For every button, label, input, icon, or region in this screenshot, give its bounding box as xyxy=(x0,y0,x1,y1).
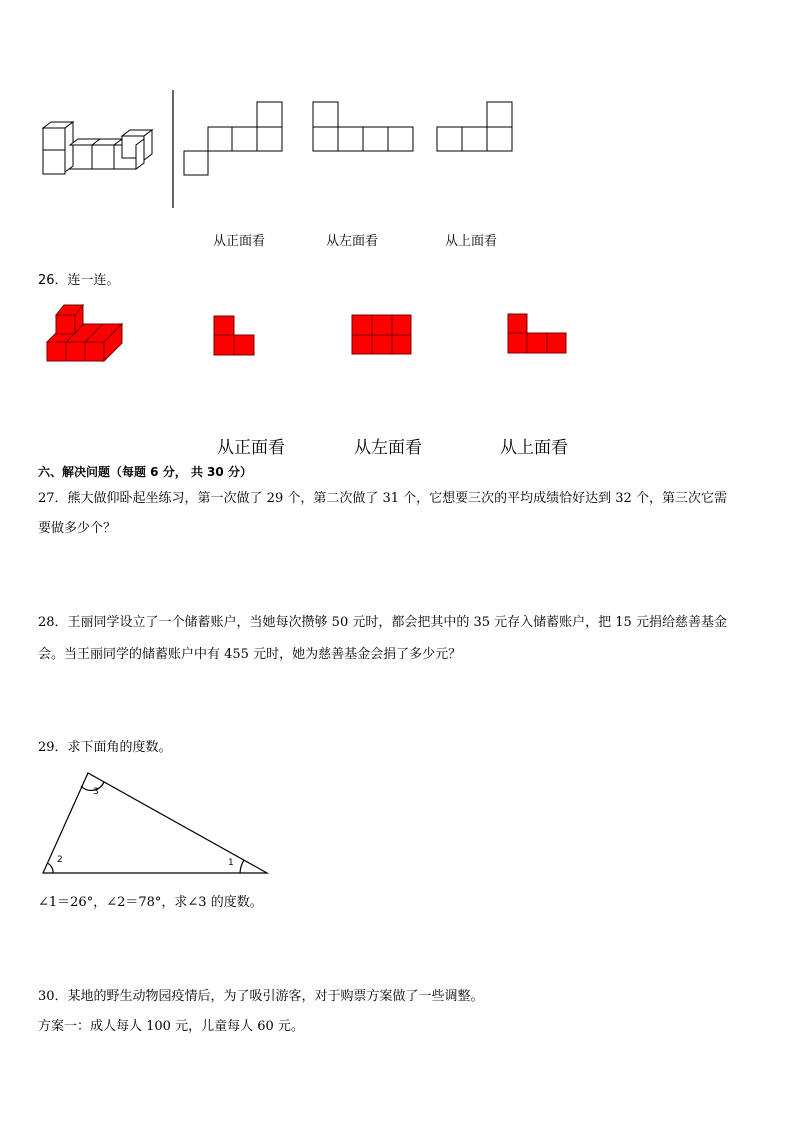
angle-1-label: 1 xyxy=(228,858,234,868)
q30-line1: 30．某地的野生动物园疫情后，为了吸引游客，对于购票方案做了一些调整。 xyxy=(38,989,484,1004)
q30-line2: 方案一：成人每人 100 元，儿童每人 60 元。 xyxy=(38,1019,304,1034)
q28-line2: 会。当王丽同学的储蓄账户中有 455 元时，她为慈善基金会捐了多少元？ xyxy=(38,647,462,662)
q25-left-view-label: 从左面看 xyxy=(326,234,379,249)
angle-3-label: 3 xyxy=(93,787,99,797)
q27-line2: 要做多少个？ xyxy=(38,521,117,536)
q29-condition: ∠1＝26°，∠2＝78°，求∠3 的度数。 xyxy=(38,895,263,910)
q26-front-view-label: 从正面看 xyxy=(217,438,285,458)
q26-left-view-label: 从左面看 xyxy=(354,438,422,458)
section-heading: 六、解决问题（每题 6 分， 共 30 分） xyxy=(38,465,252,479)
q29-title: 29．求下面角的度数。 xyxy=(38,740,172,755)
q28-line1: 28．王丽同学设立了一个储蓄账户，当她每次攒够 50 元时，都会把其中的 35 元存入储蓄账户，把 15 元捐给慈善基金 xyxy=(38,615,727,630)
q26-top-view-label: 从上面看 xyxy=(500,438,568,458)
q26-title: 26．连一连。 xyxy=(38,273,120,288)
q25-front-view-label: 从正面看 xyxy=(213,234,266,249)
q25-top-view-label: 从上面看 xyxy=(445,234,498,249)
angle-2-label: 2 xyxy=(57,855,63,865)
q27-line1: 27．熊大做仰卧起坐练习，第一次做了 29 个，第二次做了 31 个，它想要三次的平均成绩恰好达到 32 个，第三次它需 xyxy=(38,491,727,506)
